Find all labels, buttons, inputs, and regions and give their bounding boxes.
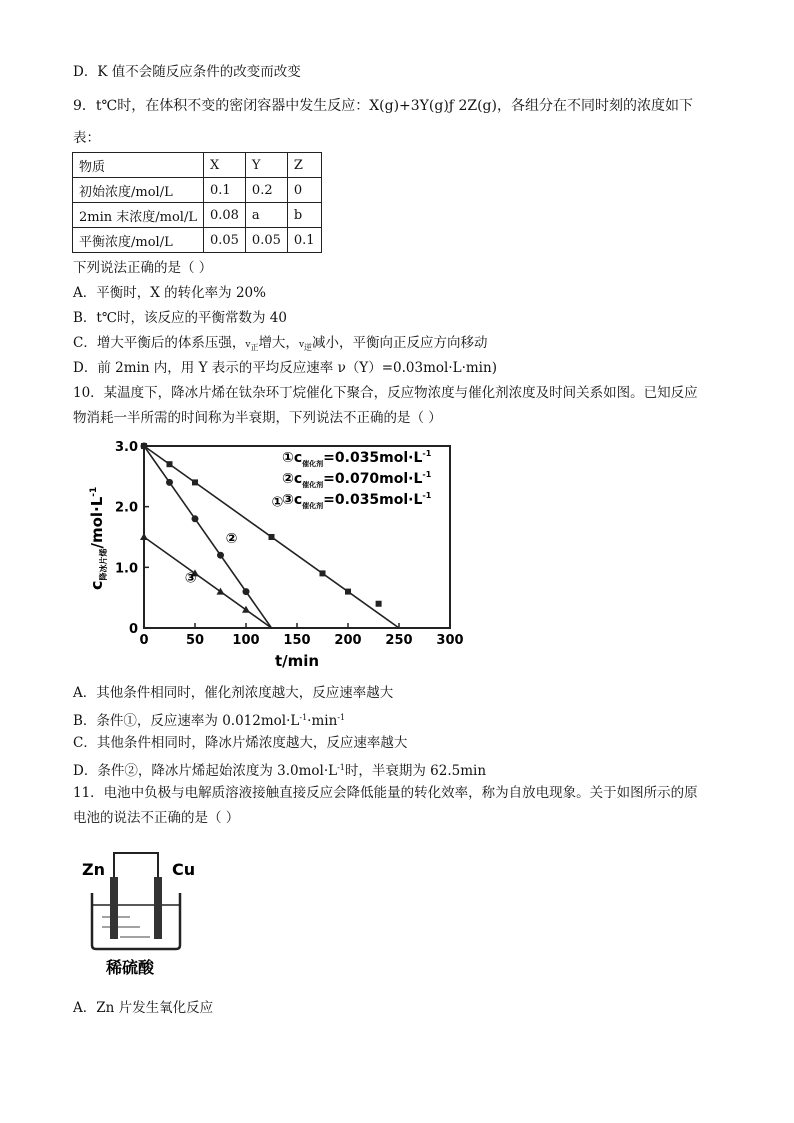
legend-sup: -1 bbox=[422, 470, 432, 479]
data-point-square bbox=[320, 570, 326, 576]
q9-question: 下列说法正确的是（ ） bbox=[73, 260, 213, 276]
x-tick-label: 300 bbox=[436, 633, 464, 648]
data-point-square bbox=[376, 601, 382, 607]
table-cell: a bbox=[245, 203, 287, 228]
legend-sub: 催化剂 bbox=[302, 481, 324, 489]
table-header-cell: X bbox=[203, 153, 245, 178]
q10-option-d-sup: -1 bbox=[337, 763, 345, 772]
data-point-circle bbox=[166, 479, 173, 486]
legend-sub: 催化剂 bbox=[302, 460, 324, 468]
table-row bbox=[73, 203, 322, 228]
electrolyte-label: 稀硫酸 bbox=[106, 958, 155, 977]
data-point-square bbox=[167, 461, 173, 467]
zn-electrode bbox=[110, 877, 118, 939]
x-tick-label: 0 bbox=[139, 633, 149, 648]
q9-option-c-v: v bbox=[245, 340, 251, 350]
table-cell: 0.1 bbox=[287, 228, 321, 253]
legend-entry bbox=[282, 449, 432, 468]
q9-option-c-text: C．增大平衡后的体系压强， bbox=[73, 335, 246, 351]
y-axis-label bbox=[87, 487, 108, 590]
series-label: ① bbox=[271, 494, 284, 511]
table-header-cell: 物质 bbox=[73, 153, 204, 178]
q10-stem-line1: 10．某温度下，降冰片烯在钛杂环丁烷催化下聚合，反应物浓度与催化剂浓度及时间关系如图。已知反应 bbox=[73, 385, 698, 401]
data-point-circle bbox=[192, 515, 199, 522]
table-cell: 0.05 bbox=[203, 228, 245, 253]
beaker bbox=[92, 893, 180, 949]
table-header-cell: Y bbox=[245, 153, 287, 178]
cu-label: Cu bbox=[172, 860, 196, 879]
q9-option-a: A．平衡时，X 的转化率为 20% bbox=[73, 285, 266, 301]
q10-option-d-text: 时，半衰期为 62.5min bbox=[344, 763, 487, 779]
q10-option-d-text: D．条件②，降冰片烯起始浓度为 3.0mol·L bbox=[73, 763, 338, 779]
table-cell: 2min 末浓度/mol/L bbox=[73, 203, 204, 228]
q9-option-c-v: v bbox=[298, 340, 305, 350]
data-point-square bbox=[192, 479, 198, 485]
legend-sup: -1 bbox=[422, 491, 432, 500]
q9-option-c bbox=[73, 333, 488, 358]
q10-option-b-text: ·min bbox=[307, 713, 338, 729]
y-axis-label-c: c bbox=[87, 580, 106, 590]
x-tick-label: 100 bbox=[232, 633, 260, 648]
legend-value: =0.035mol·L bbox=[323, 492, 423, 508]
x-tick-label: 200 bbox=[334, 633, 362, 648]
legend-value: =0.035mol·L bbox=[323, 450, 423, 466]
data-point-square bbox=[269, 534, 275, 540]
series-line-2 bbox=[144, 446, 272, 628]
q9-option-c-sub: 正 bbox=[250, 343, 259, 352]
y-axis-label-unit: /mol·L bbox=[88, 496, 106, 549]
x-tick-label: 150 bbox=[283, 633, 311, 648]
legend-label: ③c bbox=[282, 492, 303, 508]
concentration-table bbox=[72, 152, 322, 253]
q11-stem-line1: 11．电池中负极与电解质溶液接触直接反应会降低能量的转化效率，称为自放电现象。关于如图所示的原 bbox=[73, 785, 698, 801]
series-label: ② bbox=[225, 531, 238, 548]
q8-option-d: D．K 值不会随反应条件的改变而改变 bbox=[73, 64, 301, 80]
q11-stem-line2: 电池的说法不正确的是（ ） bbox=[73, 810, 240, 826]
q10-option-b-text: B．条件①，反应速率为 0.012mol·L bbox=[73, 713, 300, 729]
legend-entry bbox=[282, 470, 432, 489]
legend-label: ②c bbox=[282, 471, 303, 487]
q9-option-c-text: 增大， bbox=[258, 335, 299, 351]
x-tick-label: 250 bbox=[385, 633, 413, 648]
q10-stem-line2: 物消耗一半所需的时间称为半衰期，下列说法不正确的是（ ） bbox=[73, 410, 442, 426]
chart-svg bbox=[82, 440, 482, 672]
legend-value: =0.070mol·L bbox=[323, 471, 423, 487]
data-point-circle bbox=[243, 588, 250, 595]
q9-option-c-text: 减小，平衡向正反应方向移动 bbox=[312, 335, 488, 351]
table-cell: 平衡浓度/mol/L bbox=[73, 228, 204, 253]
y-tick-label: 1.0 bbox=[114, 561, 138, 577]
table-row bbox=[73, 153, 322, 178]
q9-option-d: D．前 2min 内，用 Y 表示的平均反应速率 ν（Y）=0.03mol·L·min) bbox=[73, 360, 497, 376]
q9-option-c-sub: 逆 bbox=[304, 343, 313, 352]
table-header-cell: Z bbox=[287, 153, 321, 178]
q9-option-b: B．t℃时，该反应的平衡常数为 40 bbox=[73, 310, 287, 326]
galvanic-cell-diagram bbox=[80, 845, 210, 980]
q10-option-b-sup: -1 bbox=[299, 713, 308, 722]
table-cell: 初始浓度/mol/L bbox=[73, 178, 204, 203]
table-cell: 0.1 bbox=[203, 178, 245, 203]
table-cell: 0.08 bbox=[203, 203, 245, 228]
data-point-square bbox=[345, 589, 351, 595]
legend-entry bbox=[282, 491, 432, 510]
q9-stem-line2: 表： bbox=[73, 130, 100, 146]
table-cell: b bbox=[287, 203, 321, 228]
legend-sub: 催化剂 bbox=[302, 502, 324, 510]
y-tick-label: 2.0 bbox=[114, 500, 138, 516]
svg-text:c降冰片烯/mol·L-1 bbox=[87, 487, 108, 590]
series-label: ③ bbox=[184, 570, 197, 587]
q10-option-a: A．其他条件相同时，催化剂浓度越大，反应速率越大 bbox=[73, 685, 394, 701]
x-axis-label: t/min bbox=[274, 652, 320, 670]
x-tick-label: 50 bbox=[185, 633, 205, 648]
table-cell: 0.2 bbox=[245, 178, 287, 203]
q10-option-b bbox=[73, 708, 345, 731]
cu-electrode bbox=[154, 877, 162, 939]
q10-option-c: C．其他条件相同时，降冰片烯浓度越大，反应速率越大 bbox=[73, 735, 408, 751]
galvanic-cell-svg bbox=[80, 845, 210, 980]
q10-option-d bbox=[73, 758, 486, 781]
q11-option-a: A．Zn 片发生氧化反应 bbox=[73, 1000, 214, 1016]
zn-label: Zn bbox=[82, 860, 105, 879]
q10-option-b-sup: -1 bbox=[337, 713, 346, 722]
series-line-3 bbox=[144, 537, 272, 628]
data-point-circle bbox=[141, 443, 148, 450]
data-point-circle bbox=[217, 552, 224, 559]
y-tick-label: 0 bbox=[128, 622, 138, 637]
data-point-triangle bbox=[140, 533, 148, 540]
y-axis-label-sup: -1 bbox=[89, 486, 99, 497]
legend-sup: -1 bbox=[422, 449, 432, 458]
y-axis-label-sub: 降冰片烯 bbox=[99, 548, 108, 581]
table-cell: 0.05 bbox=[245, 228, 287, 253]
legend-label: ①c bbox=[282, 450, 303, 466]
y-tick-label: 3.0 bbox=[114, 440, 138, 455]
table-row bbox=[73, 178, 322, 203]
wire bbox=[114, 853, 158, 893]
q9-stem-line1: 9．t℃时，在体积不变的密闭容器中发生反应：X(g)+3Y(g)ƒ 2Z(g)，各组分在不同时刻的浓度如下 bbox=[73, 98, 693, 114]
concentration-time-chart bbox=[82, 440, 482, 672]
table-cell: 0 bbox=[287, 178, 321, 203]
table-row bbox=[73, 228, 322, 253]
